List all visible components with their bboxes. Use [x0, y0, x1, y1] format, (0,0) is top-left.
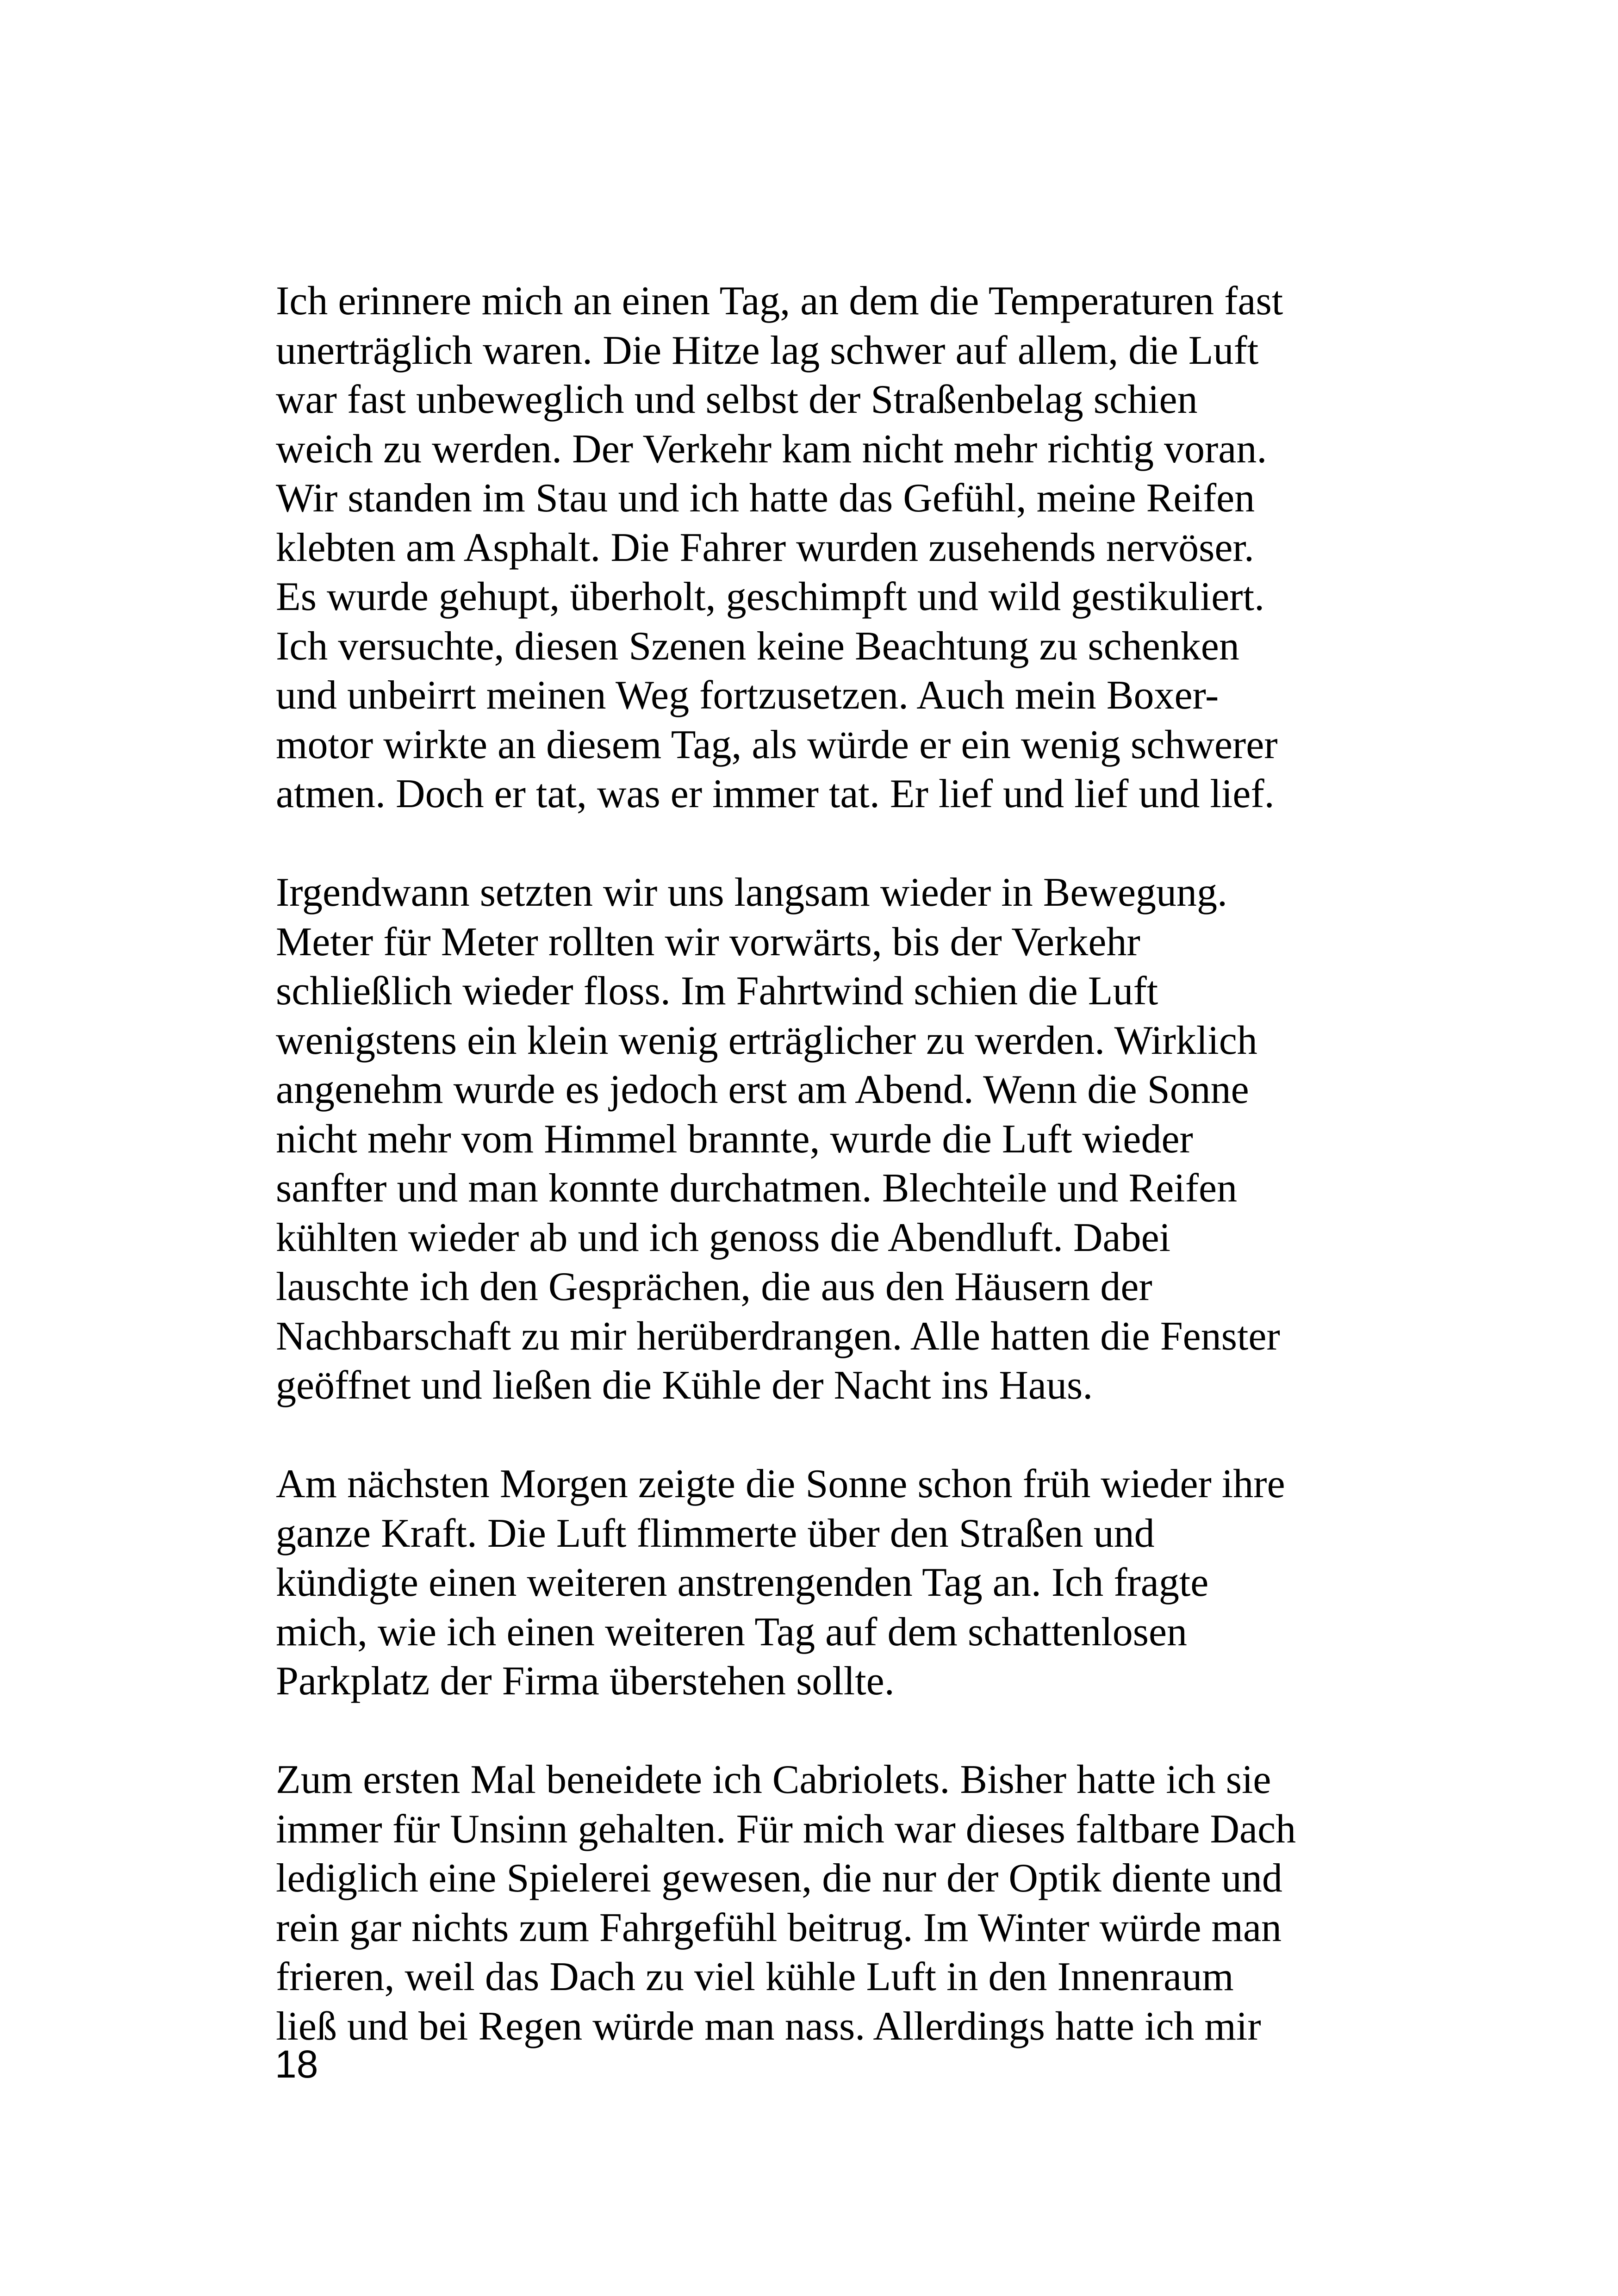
text-line: schließlich wieder floss. Im Fahrtwind schien die Luft: [276, 969, 1158, 1014]
text-line: Wir standen im Stau und ich hatte das Gefühl, meine Reifen: [276, 476, 1255, 521]
text-line: lediglich eine Spielerei gewesen, die nur der Optik diente und: [276, 1856, 1282, 1901]
text-line: immer für Unsinn gehalten. Für mich war dieses faltbare Dach: [276, 1806, 1296, 1852]
text-line: Nachbarschaft zu mir herüberdrangen. Alle hatten die Fenster: [276, 1313, 1280, 1359]
text-line: rein gar nichts zum Fahrgefühl beitrug. Im Winter würde man: [276, 1905, 1282, 1950]
text-line: ließ und bei Regen würde man nass. Allerdings hatte ich mir: [276, 2004, 1261, 2049]
text-line: angenehm wurde es jedoch erst am Abend. Wenn die Sonne: [276, 1067, 1249, 1112]
text-line: Parkplatz der Firma überstehen sollte.: [276, 1659, 895, 1704]
text-line: frieren, weil das Dach zu viel kühle Luft in den Innenraum: [276, 1954, 1234, 1999]
paragraph-1: [276, 277, 1359, 819]
text-line: wenigstens ein klein wenig erträglicher zu werden. Wirklich: [276, 1018, 1257, 1063]
body-text: [276, 277, 1359, 2051]
text-line: kündigte einen weiteren anstrengenden Tag an. Ich fragte: [276, 1560, 1209, 1605]
text-line: weich zu werden. Der Verkehr kam nicht mehr richtig voran.: [276, 426, 1267, 472]
text-line: Zum ersten Mal beneidete ich Cabriolets. Bisher hatte ich sie: [276, 1757, 1271, 1802]
page-number: 18: [275, 2042, 318, 2086]
text-line: motor wirkte an diesem Tag, als würde er ein wenig schwerer: [276, 722, 1278, 767]
paragraph-gap: [276, 1706, 1359, 1756]
text-line: Meter für Meter rollten wir vorwärts, bis der Verkehr: [276, 919, 1140, 964]
paragraph-4: [276, 1755, 1359, 2051]
text-line: ganze Kraft. Die Luft flimmerte über den Straßen und: [276, 1511, 1155, 1556]
paragraph-gap: [276, 1411, 1359, 1460]
text-line: unerträglich waren. Die Hitze lag schwer auf allem, die Luft: [276, 328, 1259, 373]
text-line: sanfter und man konnte durchatmen. Blechteile und Reifen: [276, 1166, 1238, 1211]
paragraph-2: [276, 868, 1359, 1411]
text-line: Irgendwann setzten wir uns langsam wieder in Bewegung.: [276, 870, 1228, 915]
text-line: atmen. Doch er tat, was er immer tat. Er lief und lief und lief.: [276, 772, 1275, 816]
text-line: lauschte ich den Gesprächen, die aus den Häusern der: [276, 1264, 1152, 1309]
text-line: geöffnet und ließen die Kühle der Nacht ins Haus.: [276, 1363, 1093, 1408]
text-line: Ich versuchte, diesen Szenen keine Beachtung zu schenken: [276, 623, 1239, 669]
text-line: kühlten wieder ab und ich genoss die Abendluft. Dabei: [276, 1215, 1171, 1260]
text-line: nicht mehr vom Himmel brannte, wurde die Luft wieder: [276, 1116, 1193, 1162]
text-line: Am nächsten Morgen zeigte die Sonne schon früh wieder ihre: [276, 1462, 1285, 1506]
text-line: war fast unbeweglich und selbst der Straßenbelag schien: [276, 377, 1198, 422]
text-line: mich, wie ich einen weiteren Tag auf dem schattenlosen: [276, 1609, 1188, 1655]
paragraph-3: [276, 1460, 1359, 1706]
text-line: klebten am Asphalt. Die Fahrer wurden zusehends nervöser.: [276, 525, 1254, 570]
text-line: Ich erinnere mich an einen Tag, an dem die Temperaturen fast: [276, 279, 1283, 324]
paragraph-gap: [276, 819, 1359, 869]
text-line: Es wurde gehupt, überholt, geschimpft und wild gestikuliert.: [276, 574, 1265, 619]
text-line: und unbeirrt meinen Weg fortzusetzen. Auch mein Boxer-: [276, 673, 1219, 718]
